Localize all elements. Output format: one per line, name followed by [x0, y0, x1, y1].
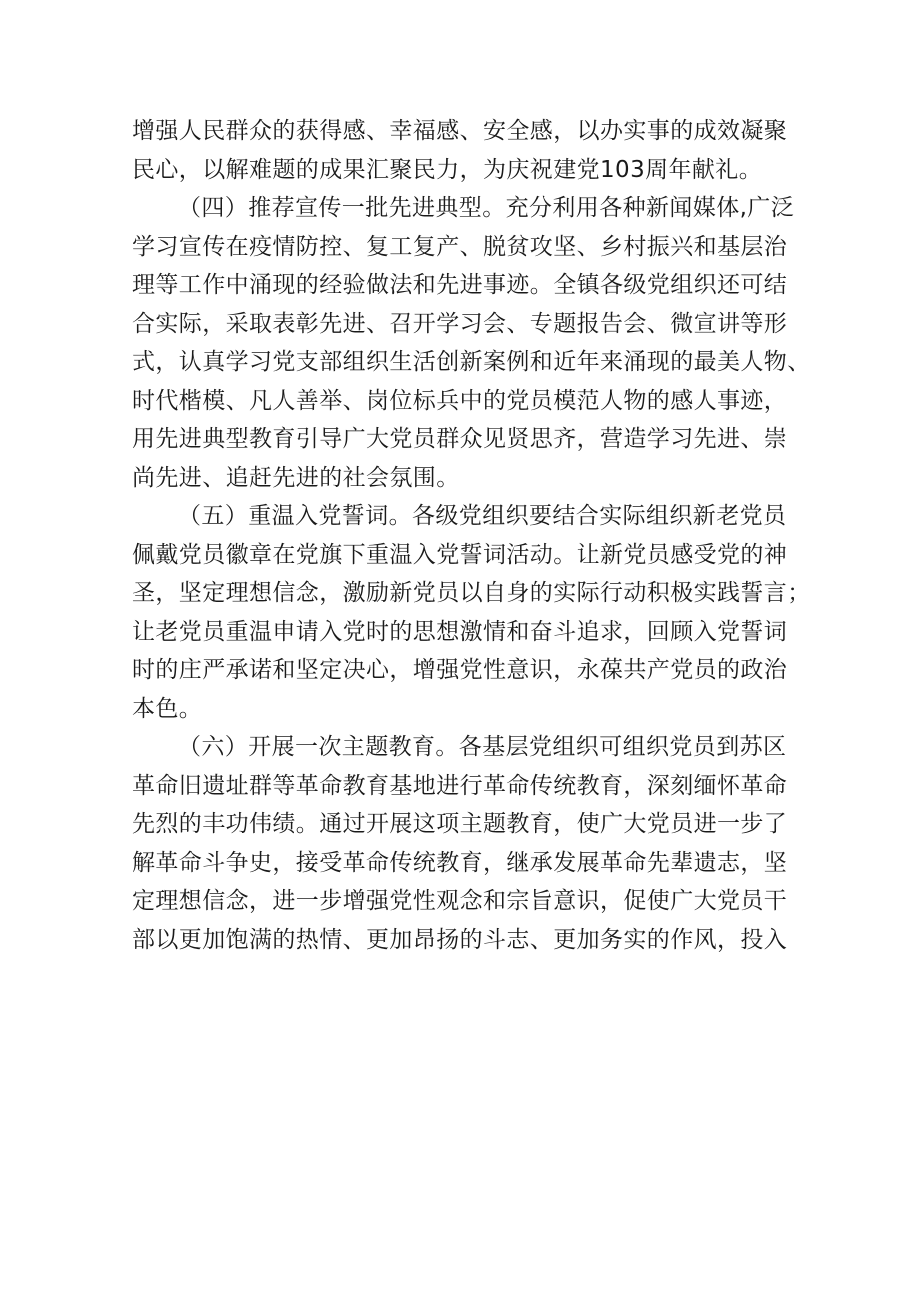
- paragraph-heading-line: （四）推荐宣传一批先进典型。充分利用各种新闻媒体,广泛: [178, 195, 795, 221]
- document-body: [132, 112, 812, 959]
- text-line: 定理想信念，进一步增强党性观念和宗旨意识，促使广大党员干: [132, 888, 788, 914]
- text-line: 合实际，采取表彰先进、召开学习会、专题报告会、微宣讲等形: [132, 310, 788, 337]
- text-line: 民心，以解难题的成果汇聚民力，为庆祝建党103周年献礼。: [132, 156, 763, 183]
- paragraph-six-education: [132, 728, 812, 959]
- text-line: 本色。: [132, 695, 203, 722]
- text-line: 部以更加饱满的热情、更加昂扬的斗志、更加务实的作风，投入: [132, 926, 788, 953]
- text-line: 佩戴党员徽章在党旗下重温入党誓词活动。让新党员感受党的神: [132, 541, 788, 568]
- text-line: 用先进典型教育引导广大党员群众见贤思齐，营造学习先进、崇: [132, 426, 788, 452]
- text-line: 式，认真学习党支部组织生活创新案例和近年来涌现的最美人物、: [132, 349, 811, 375]
- text-line: 时代楷模、凡人善举、岗位标兵中的党员模范人物的感人事迹，: [132, 387, 788, 414]
- text-line: 时的庄严承诺和坚定决心，增强党性意识，永葆共产党员的政治: [132, 657, 788, 683]
- text-line: 理等工作中涌现的经验做法和先进事迹。全镇各级党组织还可结: [132, 272, 788, 298]
- text-line: 尚先进、追赶先进的社会氛围。: [132, 464, 460, 491]
- text-line: 增强人民群众的获得感、幸福感、安全感，以办实事的成效凝聚: [132, 118, 788, 144]
- paragraph-continuation: [132, 112, 812, 189]
- text-line: 学习宣传在疫情防控、复工复产、脱贫攻坚、乡村振兴和基层治: [132, 233, 788, 260]
- paragraph-four-promote-models: [132, 189, 812, 497]
- text-line: 圣，坚定理想信念，激励新党员以自身的实际行动积极实践誓言；: [132, 580, 811, 606]
- paragraph-heading-line: （六）开展一次主题教育。各基层党组织可组织党员到苏区: [178, 734, 787, 760]
- text-line: 先烈的丰功伟绩。通过开展这项主题教育，使广大党员进一步了: [132, 811, 788, 837]
- text-line: 革命旧遗址群等革命教育基地进行革命传统教育，深刻缅怀革命: [132, 772, 788, 799]
- paragraph-five-oath: [132, 497, 812, 728]
- text-line: 让老党员重温申请入党时的思想激情和奋斗追求，回顾入党誓词: [132, 618, 788, 645]
- paragraph-heading-line: （五）重温入党誓词。各级党组织要结合实际组织新老党员: [178, 503, 787, 529]
- text-line: 解革命斗争史，接受革命传统教育，继承发展革命先辈遗志，坚: [132, 849, 788, 876]
